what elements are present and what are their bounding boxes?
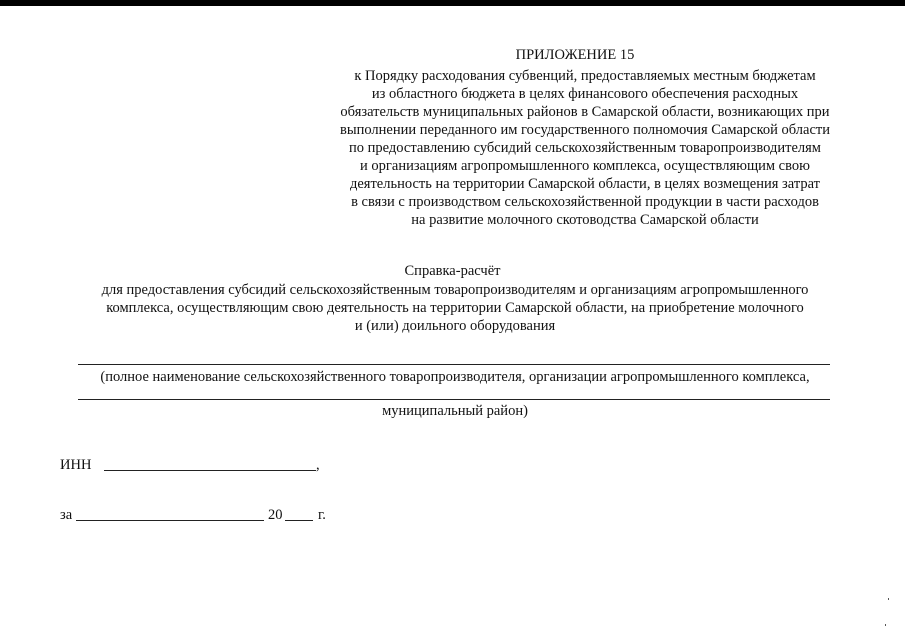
producer-caption-line-1: (полное наименование сельскохозяйственного товаропроизводителя, организации агропромышленного комплекса, <box>100 369 810 385</box>
annex-line-9: на развитие молочного скотоводства Самарской области <box>411 212 759 228</box>
producer-caption-line-2: муниципальный район) <box>382 403 528 419</box>
inn-input-line[interactable] <box>104 470 316 471</box>
document-subtitle-line-3: и (или) доильного оборудования <box>354 318 556 334</box>
annex-line-6: и организациям агропромышленного комплекса, осуществляющим свою <box>360 158 810 174</box>
period-prefix: за <box>60 507 73 523</box>
annex-line-5: по предоставлению субсидий сельскохозяйственным товаропроизводителям <box>349 140 821 156</box>
annex-line-1: к Порядку расходования субвенций, предоставляемых местным бюджетам <box>354 68 816 84</box>
document-subtitle-line-1: для предоставления субсидий сельскохозяйственным товаропроизводителям и организациям агропромышленного <box>101 282 809 298</box>
period-input-line[interactable] <box>76 520 264 521</box>
inn-suffix: , <box>316 457 320 473</box>
year-prefix: 20 <box>268 507 283 523</box>
annex-line-7: деятельность на территории Самарской области, в целях возмещения затрат <box>349 176 821 192</box>
annex-line-2: из областного бюджета в целях финансового обеспечения расходных <box>371 86 799 102</box>
annex-line-4: выполнении переданного им государственного полномочия Самарской области <box>340 122 830 138</box>
district-name-line[interactable] <box>78 399 830 400</box>
document-title: Справка-расчёт <box>404 263 501 279</box>
scan-speck <box>888 598 889 600</box>
year-input-line[interactable] <box>285 520 313 521</box>
annex-title: ПРИЛОЖЕНИЕ 15 <box>515 47 635 63</box>
scan-speck <box>885 624 886 626</box>
top-border <box>0 0 905 6</box>
document-subtitle-line-2: комплекса, осуществляющим свою деятельность на территории Самарской области, на приобретение молочного <box>106 300 804 316</box>
annex-line-8: в связи с производством сельскохозяйственной продукции в части расходов <box>351 194 819 210</box>
inn-label: ИНН <box>60 457 92 473</box>
year-suffix: г. <box>318 507 326 523</box>
producer-name-line[interactable] <box>78 364 830 365</box>
annex-line-3: обязательств муниципальных районов в Самарской области, возникающих при <box>340 104 830 120</box>
